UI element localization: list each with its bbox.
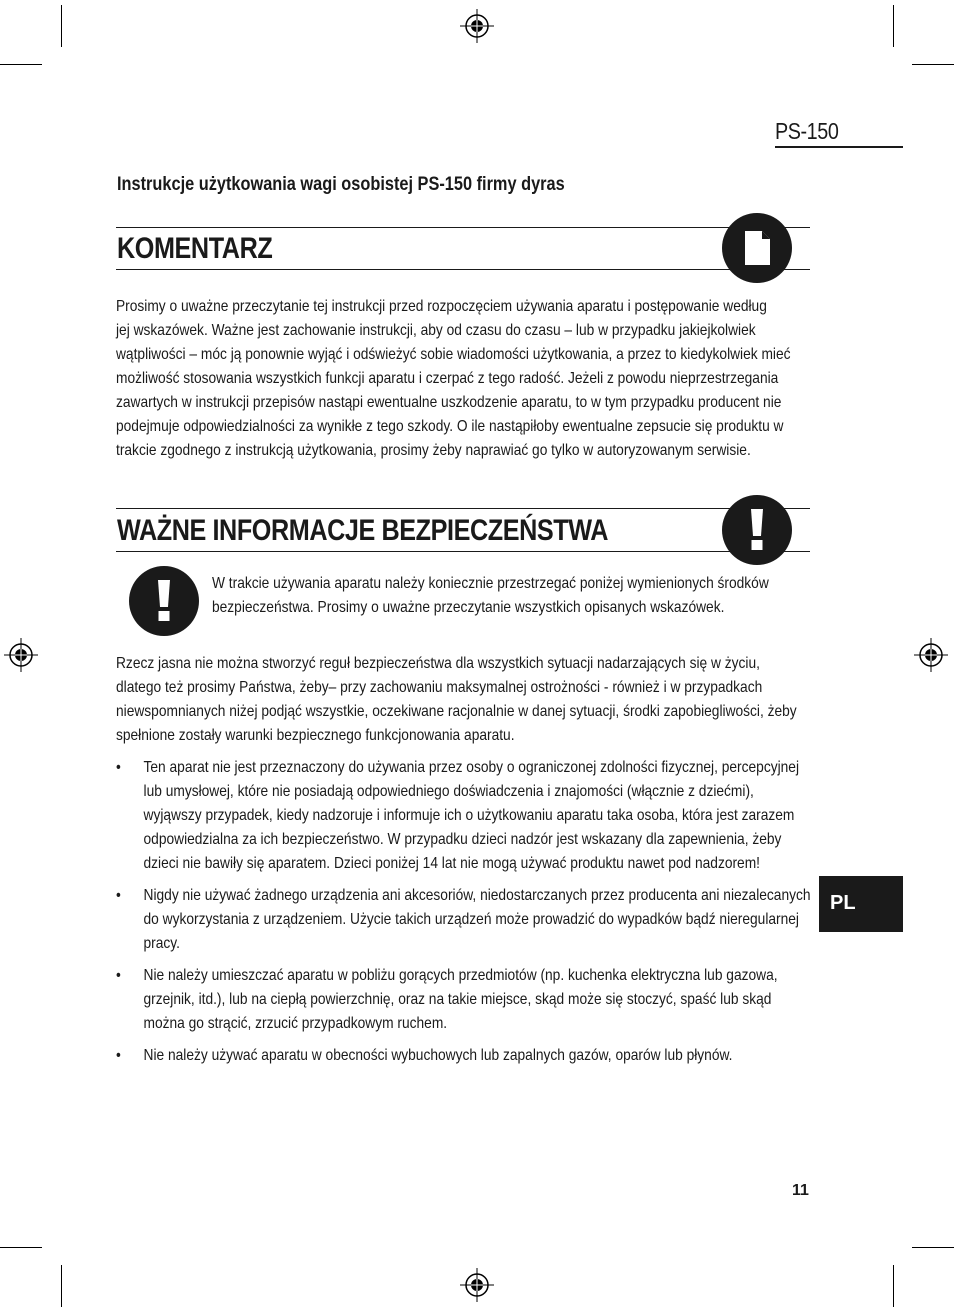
section-rule-top [116, 508, 810, 509]
exclamation-icon [129, 566, 199, 636]
text-line: jej wskazówek. Ważne jest zachowanie instrukcji, aby od czasu do czasu – lub w przypadku jakiejkolwiek [116, 322, 756, 339]
crop-mark [893, 1265, 894, 1307]
intro-paragraph [116, 652, 813, 748]
page-number: 11 [792, 1182, 809, 1199]
text-line: Prosimy o uważne przeczytanie tej instrukcji przed rozpoczęciem używania aparatu i postępowanie według [116, 298, 767, 315]
exclamation-icon [722, 495, 792, 565]
text-line: bezpieczeństwa. Prosimy o uważne przeczytanie wszystkich opisanych wskazówek. [212, 599, 725, 616]
model-underline [775, 146, 903, 148]
text-line: wątpliwości – móc ją ponownie wyjąć i odświeżyć sobie wiadomości użytkowania, a przez to kiedykolwiek mieć [116, 346, 791, 363]
document-icon [722, 213, 792, 283]
text-line: Rzecz jasna nie można stworzyć reguł bezpieczeństwa dla wszystkich sytuacji nadarzających się w życiu, [116, 655, 760, 672]
safety-bullet-list [116, 756, 813, 1076]
registration-mark-icon [460, 9, 494, 43]
text-line: W trakcie używania aparatu należy koniecznie przestrzegać poniżej wymienionych środków [212, 575, 769, 592]
list-item: • Nigdy nie używać żadnego urządzenia ani akcesoriów, niedostarczanych przez producenta ani niezalecanych do wykorzystania z urządzeniem. Użycie takich urządzeń może prowadzić do wypadków bądź nieregularnej pracy. [116, 884, 813, 956]
document-title: Instrukcje użytkowania wagi osobistej PS-150 firmy dyras [117, 174, 565, 195]
crop-mark [61, 5, 62, 47]
crop-mark [61, 1265, 62, 1307]
section-heading-safety: WAŻNE INFORMACJE BEZPIECZEŃSTWA [117, 514, 608, 547]
section-heading-komentarz: KOMENTARZ [117, 232, 273, 265]
list-item: • Ten aparat nie jest przeznaczony do używania przez osoby o ograniczonej zdolności fizycznej, percepcyjnej lub umysłowej, które nie posiadają odpowiedniego doświadczenia i znajomości (włącznie z dziećmi), wyjąwszy przypadek, kiedy nadzoruje i informuje ich o użytkowaniu aparatu taka osoba, która jest zarazem odpowiedzialna za ich bezpieczeństwo. W przypadku dzieci nadzór jest wskazany dla zapewnienia, żeby dzieci nie bawiły się aparatem. Dzieci poniżej 14 lat nie mogą używać produktu nawet pod nadzorem! [116, 756, 813, 876]
warning-paragraph [212, 572, 814, 620]
text-line: możliwość stosowania wszystkich funkcji aparatu i czerpać z tego radość. Jeżeli z powodu nieprzestrzegania [116, 370, 779, 387]
list-item: • Nie należy umieszczać aparatu w pobliżu gorących przedmiotów (np. kuchenka elektryczna lub gazowa, grzejnik, itd.), lub na ciepłą powierzchnię, oraz na takie miejsce, skąd może się stoczyć, spaść lub skąd można go strącić, zrzucić przypadkowym ruchem. [116, 964, 813, 1036]
text-line: spełnione zostały warunki bezpiecznego funkcjonowania aparatu. [116, 727, 515, 744]
section-rule-bottom [116, 269, 810, 270]
text-line: niewspomnianych niżej podjąć wszystkie, oczekiwane racjonalnie w danej sytuacji, środki zapobiegliwości, żeby [116, 703, 797, 720]
section-rule-bottom [116, 551, 810, 552]
section-rule-top [116, 227, 810, 228]
registration-mark-icon [4, 638, 38, 672]
crop-mark [0, 1247, 42, 1248]
crop-mark [893, 5, 894, 47]
model-name: PS-150 [775, 118, 839, 144]
registration-mark-icon [914, 638, 948, 672]
komentarz-paragraph [116, 295, 813, 463]
crop-mark [912, 64, 954, 65]
text-line: zawartych w instrukcji przepisów nastąpi ewentualne uszkodzenie aparatu, to w tym przypadku producent nie [116, 394, 782, 411]
language-label: PL [830, 892, 856, 914]
language-tab [819, 876, 903, 932]
text-line: trakcie zgodnego z instrukcją użytkowania, prosimy żeby naprawiać go tylko w autoryzowanym serwisie. [116, 442, 751, 459]
text-line: podejmuje odpowiedzialności za wynikłe z tego szkody. O ile nastąpiłoby ewentualne zepsucie się produktu w [116, 418, 784, 435]
text-line: dlatego też prosimy Państwa, żeby– przy zachowaniu maksymalnej ostrożności - również i w przypadkach [116, 679, 763, 696]
list-item: • Nie należy używać aparatu w obecności wybuchowych lub zapalnych gazów, oparów lub płynów. [116, 1044, 813, 1068]
registration-mark-icon [460, 1268, 494, 1302]
crop-mark [912, 1247, 954, 1248]
crop-mark [0, 64, 42, 65]
